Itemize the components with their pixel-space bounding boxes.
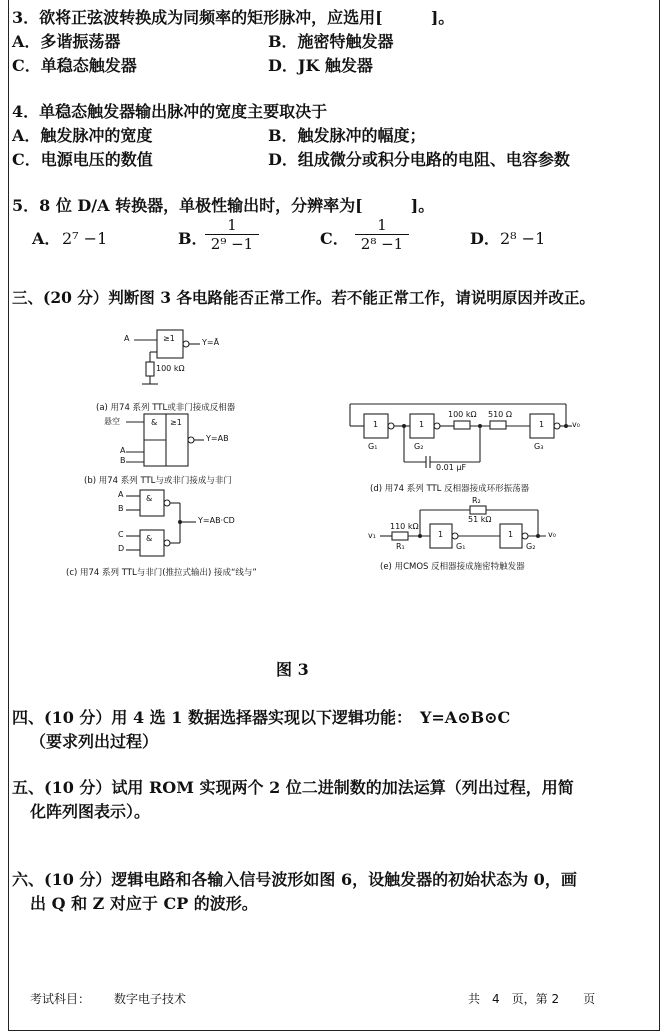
section5-line1: 五、(10 分）试用 ROM 实现两个 2 位二进制数的加法运算（列出过程，用简 xyxy=(12,778,574,797)
fig-d-g1: G₁ xyxy=(368,442,378,451)
fig-c-output: Y=AB·CD xyxy=(198,516,235,525)
fig-c-gate1: & xyxy=(146,494,153,503)
fig-d-g2: G₂ xyxy=(414,442,424,451)
a-bubble xyxy=(183,341,189,347)
fig-e-r1-name: R₁ xyxy=(396,542,405,551)
fig-e-r2-val: 51 kΩ xyxy=(468,515,492,524)
section3-heading: 三、(20 分）判断图 3 各电路能否正常工作。若不能正常工作，请说明原因并改正。 xyxy=(12,288,595,307)
fig-a-output: Y=Ā xyxy=(202,338,220,347)
footer-subject: 数字电子技术 xyxy=(114,992,187,1006)
q5-option-b-denominator: 2⁹ −1 xyxy=(210,235,254,253)
q3-option-a: A．多谐振荡器 xyxy=(12,32,121,51)
fig-a-caption: (a) 用74 系列 TTL或非门接成反相器 xyxy=(96,403,236,413)
fig-e-g1: G₁ xyxy=(456,542,466,551)
q5-option-b-label: B． xyxy=(178,229,208,248)
fig-c-in-c: C xyxy=(118,530,124,539)
fig-d-r1: 100 kΩ xyxy=(448,410,477,419)
q5-option-b-numerator: 1 xyxy=(205,216,259,235)
fig-d-gate1: 1 xyxy=(373,420,379,429)
fig-b-float: 悬空 xyxy=(104,417,120,426)
fig-d-caption: (d) 用74 系列 TTL 反相器接成环形振荡器 xyxy=(370,484,530,494)
fig-d-out: v₀ xyxy=(572,420,580,429)
fig-d-r2: 510 Ω xyxy=(488,410,512,419)
section4-line2: （要求列出过程） xyxy=(30,732,159,751)
q4-option-a: A．触发脉冲的宽度 xyxy=(12,126,153,145)
q5-option-d-label: D． xyxy=(470,229,500,248)
q3-option-c: C．单稳态触发器 xyxy=(12,56,137,75)
q5-option-c-numerator: 1 xyxy=(355,216,409,235)
fig-c-in-b: B xyxy=(118,504,124,513)
fig-e-g2: G₂ xyxy=(526,542,536,551)
footer-pages: 共 4 页，第 2 页 xyxy=(468,992,596,1006)
fig-a-input: A xyxy=(124,334,130,343)
fig-c-gate2: & xyxy=(146,534,153,543)
q4-stem: 4．单稳态触发器输出脉冲的宽度主要取决于 xyxy=(12,102,328,121)
figure3-title: 图 3 xyxy=(276,660,309,679)
fig-c-in-d: D xyxy=(118,544,125,553)
fig-a-gate: ≥1 xyxy=(163,334,175,343)
a-resistor xyxy=(146,362,154,376)
fig-e-r2-name: R₂ xyxy=(472,496,481,505)
fig-c-in-a: A xyxy=(118,490,124,499)
q5-stem: 5．8 位 D/A 转换器，单极性输出时，分辨率为[ ]。 xyxy=(12,196,435,215)
fig-b-caption: (b) 用74 系列 TTL与或非门接成与非门 xyxy=(84,476,232,486)
q5-option-a-expr: 2⁷ −1 xyxy=(62,229,108,248)
q5-option-d-expr: 2⁸ −1 xyxy=(500,229,546,248)
section5-line2: 化阵列图表示）。 xyxy=(30,802,151,821)
fig-b-in-b: B xyxy=(120,456,126,465)
q4-option-d: D．组成微分或积分电路的电阻、电容参数 xyxy=(268,150,570,169)
fig-b-output: Y=AB xyxy=(206,434,229,443)
fig-a-resistor: 100 kΩ xyxy=(156,364,185,373)
section4-line1: 四、(10 分）用 4 选 1 数据选择器实现以下逻辑功能： Y=A⊙B⊙C xyxy=(12,708,511,727)
q5-option-c-denominator: 2⁸ −1 xyxy=(360,235,404,253)
fig-d-gate2: 1 xyxy=(419,420,425,429)
footer-subject-label: 考试科目： xyxy=(30,992,91,1006)
fig-e-out: v₀ xyxy=(548,530,556,539)
fig-e-r1-val: 110 kΩ xyxy=(390,522,419,531)
fig-e-gate2: 1 xyxy=(508,530,514,539)
q3-option-b: B．施密特触发器 xyxy=(268,32,394,51)
q5-option-a-label: A． xyxy=(32,229,61,248)
section6-line2: 出 Q 和 Z 对应于 CP 的波形。 xyxy=(30,894,258,913)
fig-b-or: ≥1 xyxy=(170,418,182,427)
section6-line1: 六、(10 分）逻辑电路和各输入信号波形如图 6，设触发器的初始状态为 0，画 xyxy=(12,870,577,889)
fig-e-gate1: 1 xyxy=(438,530,444,539)
fig-b-in-a: A xyxy=(120,446,126,455)
fig-d-cap: 0.01 μF xyxy=(436,463,467,472)
fig-d-g3: G₃ xyxy=(534,442,544,451)
fig-d-gate3: 1 xyxy=(539,420,545,429)
fig-e-vin: v₁ xyxy=(368,531,376,540)
fig-c-caption: (c) 用74 系列 TTL与非门(推拉式输出) 接成“线与” xyxy=(66,568,257,578)
q5-option-c-label: C． xyxy=(320,229,349,248)
fig-b-and: & xyxy=(151,418,158,427)
q3-stem: 3．欲将正弦波转换成为同频率的矩形脉冲，应选用[ ]。 xyxy=(12,8,455,27)
fig-e-caption: (e) 用CMOS 反相器接成施密特触发器 xyxy=(380,562,525,572)
q4-option-c: C．电源电压的数值 xyxy=(12,150,153,169)
q4-option-b: B．触发脉冲的幅度； xyxy=(268,126,426,145)
q3-option-d: D．JK 触发器 xyxy=(268,56,373,75)
